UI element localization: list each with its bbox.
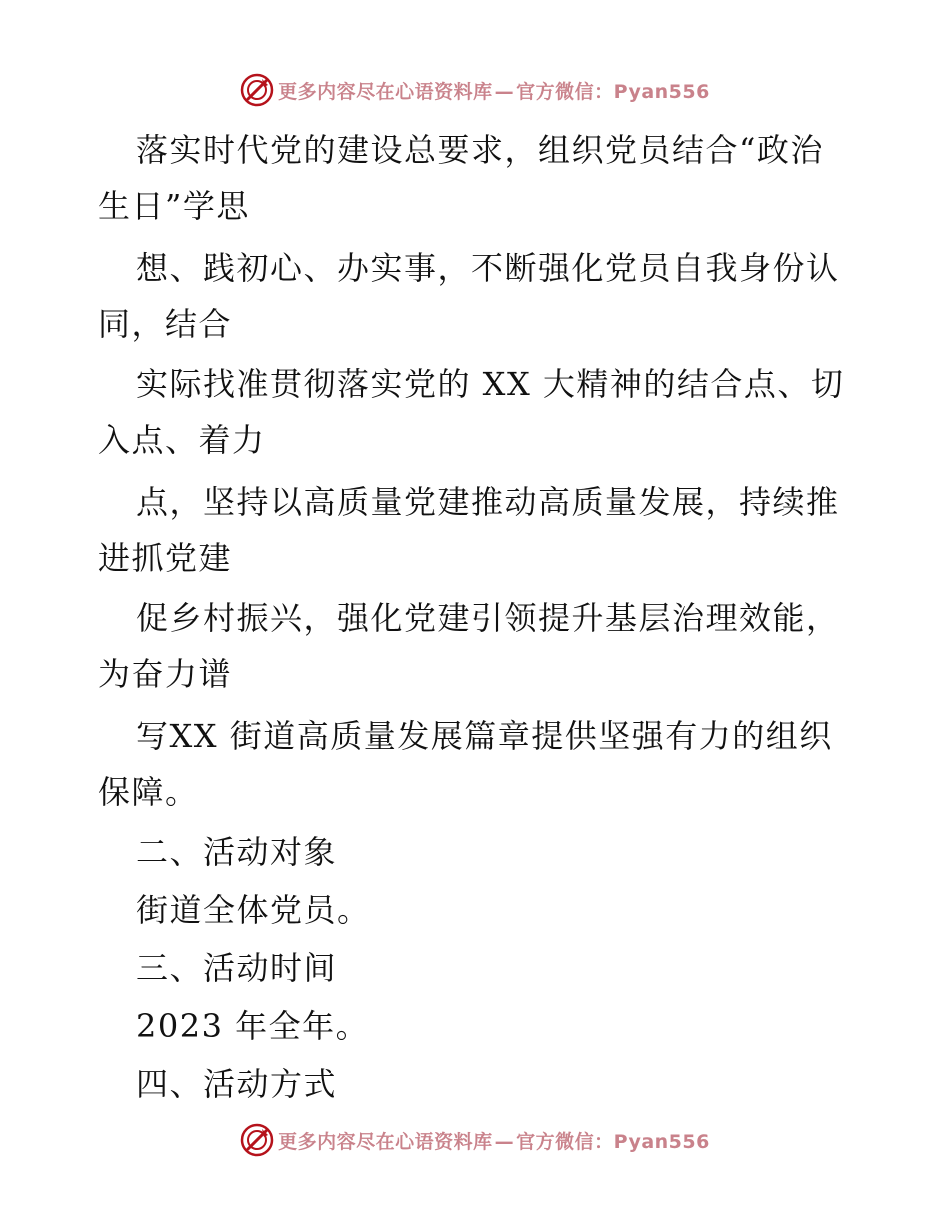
- body-line: 为奋力谱: [98, 655, 233, 693]
- body-line: 同，结合: [98, 305, 233, 343]
- body-line: 生日”学思: [98, 187, 250, 225]
- logo-icon: [240, 73, 274, 107]
- body-line: 2023 年全年。: [136, 1007, 370, 1045]
- header-text: [278, 77, 710, 104]
- footer-slogan: 更多内容尽在心语资料库: [278, 1130, 493, 1153]
- body-line: 进抓党建: [98, 539, 233, 577]
- body-line: 落实时代党的建设总要求，组织党员结合“政治: [136, 131, 824, 169]
- body-line: 保障。: [98, 773, 199, 811]
- body-line: 促乡村振兴，强化党建引领提升基层治理效能，: [136, 599, 840, 637]
- footer-official-account: 官方微信：Pyan556: [516, 1130, 710, 1153]
- header-banner: [0, 70, 950, 110]
- logo-icon: [240, 1123, 274, 1157]
- body-line: 写XX 街道高质量发展篇章提供坚强有力的组织: [136, 717, 833, 755]
- footer-separator: —: [494, 1130, 515, 1153]
- footer-text: [278, 1127, 710, 1154]
- header-official-account: 官方微信：Pyan556: [516, 80, 710, 103]
- body-line: 实际找准贯彻落实党的 XX 大精神的结合点、切: [136, 365, 845, 403]
- section-heading: 二、活动对象: [136, 833, 338, 871]
- body-line: 点，坚持以高质量党建推动高质量发展，持续推: [136, 483, 840, 521]
- section-heading: 四、活动方式: [136, 1065, 338, 1103]
- body-line: 想、践初心、办实事，不断强化党员自我身份认: [136, 249, 840, 287]
- section-heading: 三、活动时间: [136, 949, 338, 987]
- body-line: 入点、着力: [98, 421, 266, 459]
- footer-banner: [0, 1120, 950, 1160]
- header-slogan: 更多内容尽在心语资料库: [278, 80, 493, 103]
- body-line: 街道全体党员。: [136, 891, 371, 929]
- header-separator: —: [494, 80, 515, 103]
